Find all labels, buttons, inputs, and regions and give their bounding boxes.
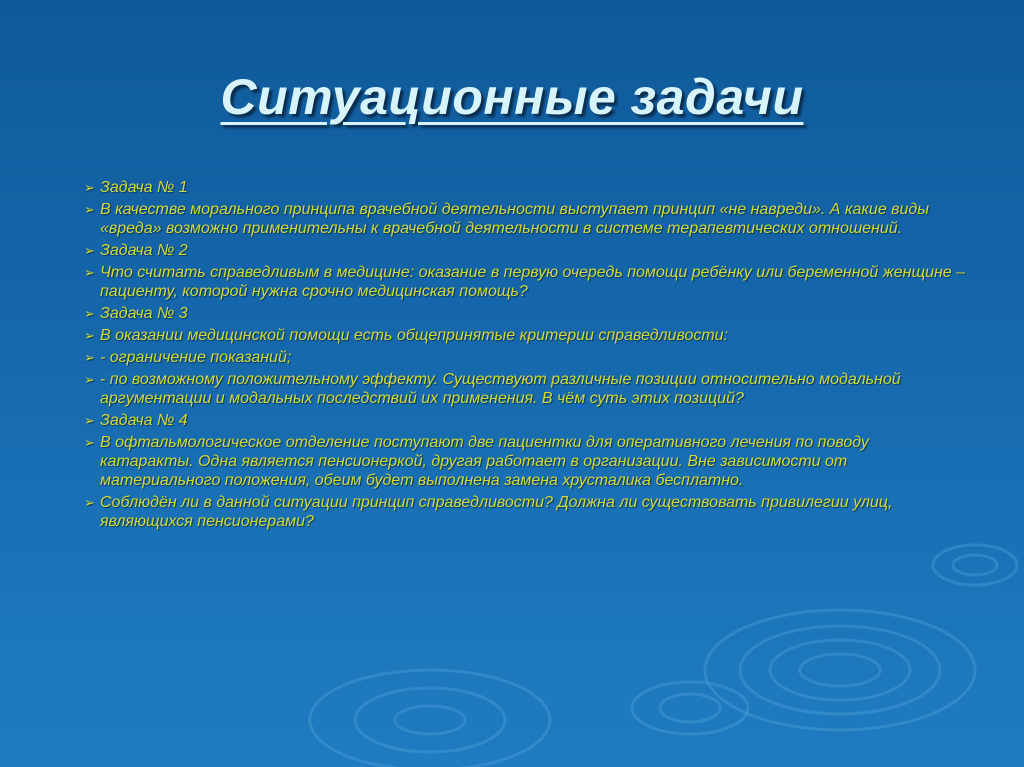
list-item-text: В качестве морального принципа врачебной деятельности выступает принцип «не навреди». А какие виды «вреда» возможно применительны к врачебной деятельности в системе терапевтических отношений. bbox=[100, 201, 930, 237]
chevron-right-icon: ➢ bbox=[84, 265, 95, 280]
list-item-text: Задача № 3 bbox=[100, 305, 188, 322]
list-item bbox=[86, 370, 966, 408]
list-item-text: Задача № 1 bbox=[100, 179, 188, 196]
chevron-right-icon: ➢ bbox=[84, 306, 95, 321]
list-item bbox=[86, 493, 966, 531]
chevron-right-icon: ➢ bbox=[84, 495, 95, 510]
list-item bbox=[86, 411, 966, 430]
list-item-text: В оказании медицинской помощи есть общепринятые критерии справедливости: bbox=[100, 327, 729, 344]
chevron-right-icon: ➢ bbox=[84, 350, 95, 365]
chevron-right-icon: ➢ bbox=[84, 180, 95, 195]
slide-title: Ситуационные задачи bbox=[220, 69, 804, 125]
list-item bbox=[86, 326, 966, 345]
chevron-right-icon: ➢ bbox=[84, 243, 95, 258]
list-item bbox=[86, 348, 966, 367]
list-item bbox=[86, 178, 966, 197]
list-item-text: - ограничение показаний; bbox=[100, 349, 292, 366]
list-item-text: В офтальмологическое отделение поступают две пациентки для оперативного лечения по поводу катаракты. Одна является пенсионеркой, другая работает в организации. Вне зависимости от материального положения, обеим будет выполнена замена хрусталика бесплатно. bbox=[100, 434, 869, 489]
chevron-right-icon: ➢ bbox=[84, 413, 95, 428]
list-item-text: Задача № 4 bbox=[100, 412, 188, 429]
chevron-right-icon: ➢ bbox=[84, 435, 95, 450]
list-item bbox=[86, 263, 966, 301]
task-list bbox=[86, 178, 966, 534]
list-item-text: - по возможному положительному эффекту. Существуют различные позиции относительно модальной аргументации и модальных последствий их применения. В чём суть этих позиций? bbox=[100, 371, 901, 407]
list-item bbox=[86, 241, 966, 260]
list-item bbox=[86, 433, 966, 490]
list-item-text: Соблюдён ли в данной ситуации принцип справедливости? Должна ли существовать привилегии улиц, являющихся пенсионерами? bbox=[100, 494, 893, 530]
chevron-right-icon: ➢ bbox=[84, 372, 95, 387]
list-item bbox=[86, 304, 966, 323]
list-item-text: Что считать справедливым в медицине: оказание в первую очередь помощи ребёнку или беременной женщине – пациенту, которой нужна срочно медицинская помощь? bbox=[100, 264, 966, 300]
list-item bbox=[86, 200, 966, 238]
chevron-right-icon: ➢ bbox=[84, 328, 95, 343]
chevron-right-icon: ➢ bbox=[84, 202, 95, 217]
list-item-text: Задача № 2 bbox=[100, 242, 188, 259]
